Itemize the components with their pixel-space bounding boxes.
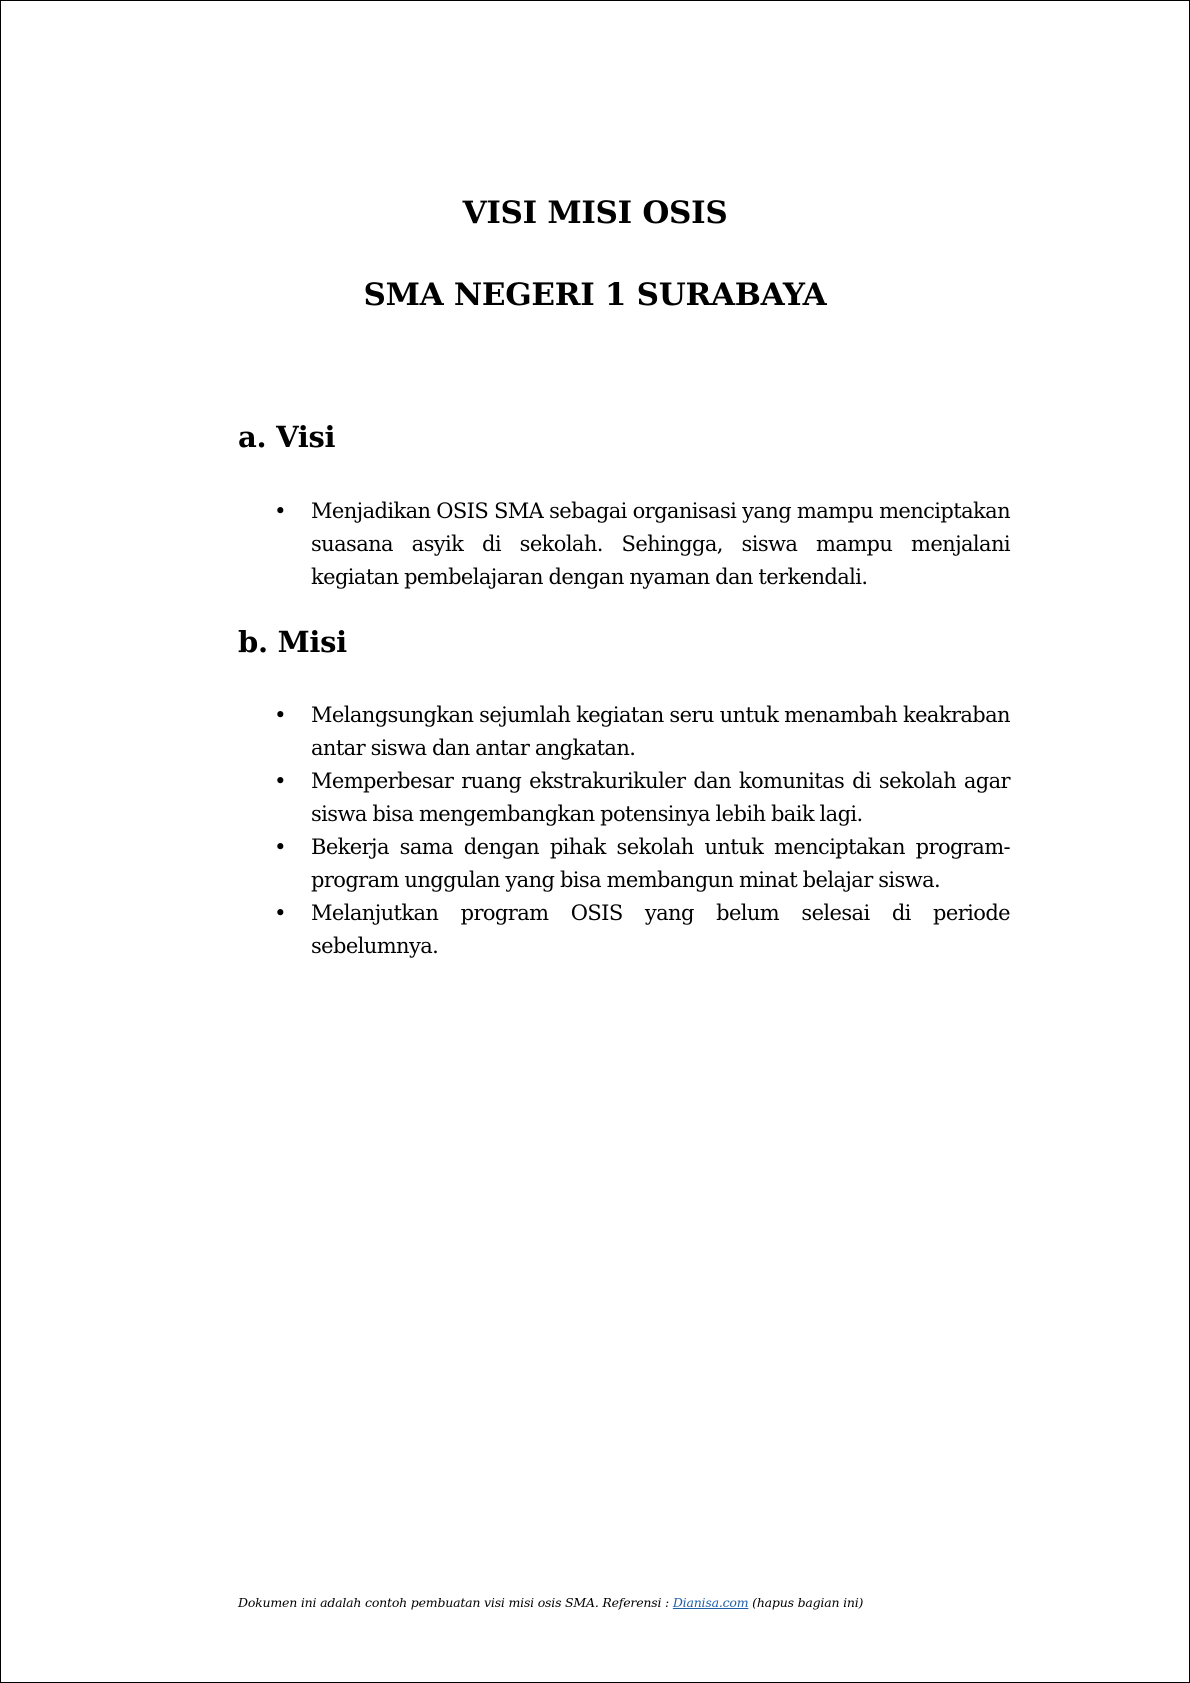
misi-list [273,699,1010,963]
list-item [273,765,1010,831]
document-subtitle: SMA NEGERI 1 SURABAYA [363,277,827,313]
footer-prefix: Dokumen ini adalah contoh pembuatan visi misi osis SMA. Referensi : [238,1595,673,1610]
list-item-text: Melangsungkan sejumlah kegiatan seru untuk menambah keakraban antar siswa dan antar angkatan. [311,703,1010,760]
misi-heading: b. Misi [238,625,347,659]
footer-suffix: (hapus bagian ini) [748,1595,864,1610]
list-item-text: Melanjutkan program OSIS yang belum selesai di periode sebelumnya. [311,901,1010,958]
footer-note [238,1595,863,1610]
bullet-icon: • [274,703,286,727]
list-item [273,495,1010,594]
list-item-text: Memperbesar ruang ekstrakurikuler dan komunitas di sekolah agar siswa bisa mengembangkan potensinya lebih baik lagi. [311,769,1010,826]
visi-list [273,495,1010,594]
document-title: VISI MISI OSIS [462,195,728,231]
list-item-text: Menjadikan OSIS SMA sebagai organisasi yang mampu menciptakan suasana asyik di sekolah. Sehingga, siswa mampu menjalani kegiatan pembelajaran dengan nyaman dan terkendali. [311,499,1010,589]
bullet-icon: • [274,499,286,523]
list-item-text: Bekerja sama dengan pihak sekolah untuk menciptakan program-program unggulan yang bisa membangun minat belajar siswa. [311,835,1010,892]
bullet-icon: • [274,835,286,859]
reference-link[interactable]: Dianisa.com [672,1595,749,1610]
list-item [273,699,1010,765]
bullet-icon: • [274,769,286,793]
list-item [273,897,1010,963]
visi-heading: a. Visi [238,420,336,454]
bullet-icon: • [274,901,286,925]
list-item [273,831,1010,897]
